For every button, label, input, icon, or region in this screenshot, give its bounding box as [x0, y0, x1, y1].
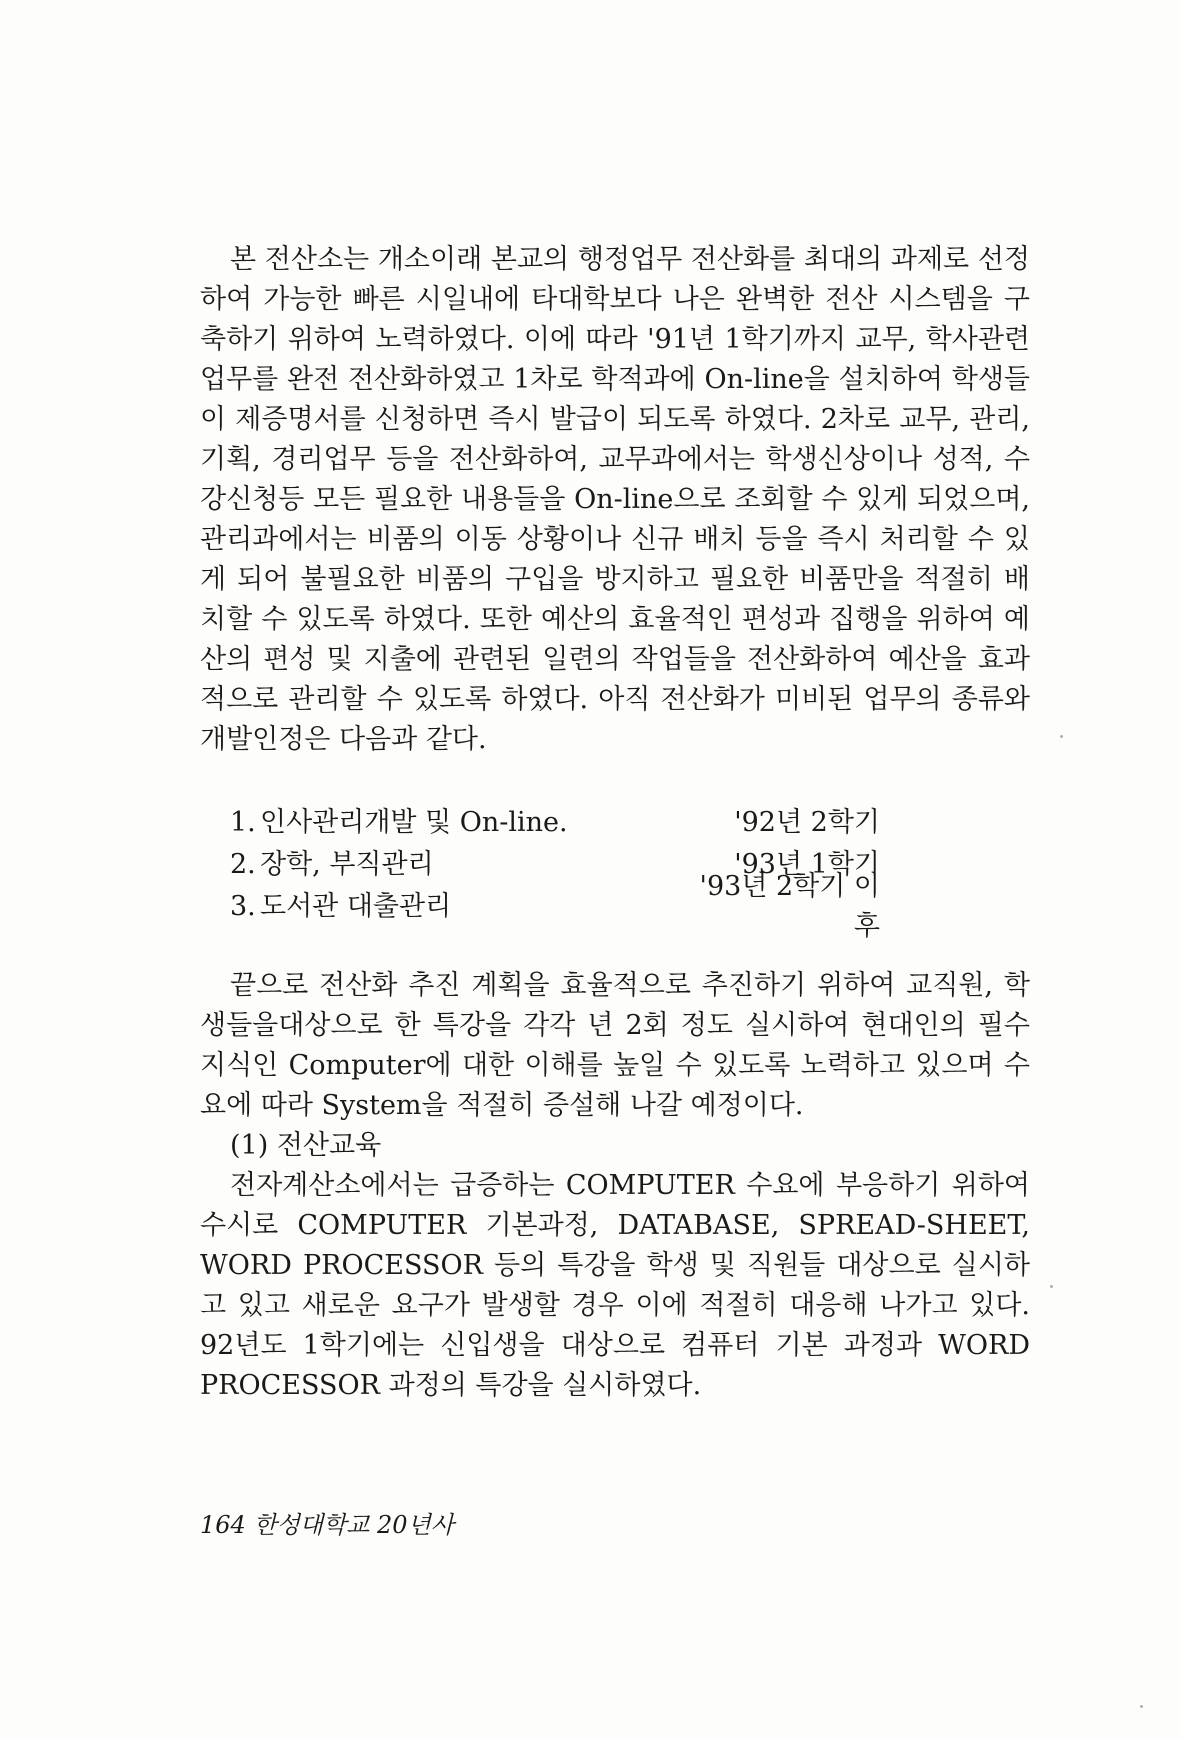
- schedule-item: [200, 802, 1030, 844]
- schedule-item-number: 2.: [230, 849, 256, 880]
- schedule-item-number: 3.: [230, 891, 256, 922]
- closing-paragraph: 끝으로 전산화 추진 계획을 효율적으로 추진하기 위하여 교직원, 학생들을대상으로 한 특강을 각각 년 2회 정도 실시하여 현대인의 필수 지식인 Computer에 대한 이해를 높일 수 있도록 노력하고 있으며 수요에 따라 System을 적절히 증설해 나갈 예정이다.: [200, 970, 1030, 1121]
- page-footer: 164 한성대학교 20년사: [200, 1511, 454, 1539]
- schedule-item-task: 장학, 부직관리: [260, 849, 434, 880]
- schedule-item-period: '92년 2학기: [734, 807, 880, 838]
- section-heading-computer-education: (1) 전산교육: [230, 1130, 382, 1161]
- schedule-item-task: 인사관리개발 및 On-line.: [260, 807, 568, 838]
- schedule-item: [200, 844, 1030, 886]
- development-schedule-list: [200, 802, 1030, 942]
- schedule-item: [200, 871, 1030, 942]
- schedule-item-period: '93년 2학기 이후: [699, 871, 880, 942]
- page-content: [200, 240, 1030, 1406]
- intro-paragraph: 본 전산소는 개소이래 본교의 행정업무 전산화를 최대의 과제로 선정하여 가능한 빠른 시일내에 타대학보다 나은 완벽한 전산 시스템을 구축하기 위하여 노력하였다. 이에 따라 '91년 1학기까지 교무, 학사관련 업무를 완전 전산화하였고 1차로 학적과에 On-line을 설치하여 학생들이 제증명서를 신청하면 즉시 발급이 되도록 하였다. 2차로 교무, 관리, 기획, 경리업무 등을 전산화하여, 교무과에서는 학생신상이나 성적, 수강신청등 모든 필요한 내용들을 On-line으로 조회할 수 있게 되었으며, 관리과에서는 비품의 이동 상황이나 신규 배치 등을 즉시 처리할 수 있게 되어 불필요한 비품의 구입을 방지하고 필요한 비품만을 적절히 배치할 수 있도록 하였다. 또한 예산의 효율적인 편성과 집행을 위하여 예산의 편성 및 지출에 관련된 일련의 작업들을 전산화하여 예산을 효과적으로 관리할 수 있도록 하였다. 아직 전산화가 미비된 업무의 종류와 개발인정은 다음과 같다.: [200, 244, 1030, 755]
- scan-speck: [1140, 1705, 1143, 1708]
- schedule-item-number: 1.: [230, 807, 256, 838]
- scan-speck: [1060, 735, 1063, 738]
- education-paragraph: 전자계산소에서는 급증하는 COMPUTER 수요에 부응하기 위하여 수시로 COMPUTER 기본과정, DATABASE, SPREAD-SHEET, WORD PROCESSOR 등의 특강을 학생 및 직원들 대상으로 실시하고 있고 새로운 요구가 발생할 경우 이에 적절히 대응해 나가고 있다. 92년도 1학기에는 신입생을 대상으로 컴퓨터 기본 과정과 WORD PROCESSOR 과정의 특강을 실시하였다.: [200, 1170, 1030, 1401]
- schedule-item-task: 도서관 대출관리: [260, 891, 452, 922]
- scan-speck: [1050, 1285, 1053, 1288]
- schedule-item-period: '93년 1학기: [734, 849, 880, 880]
